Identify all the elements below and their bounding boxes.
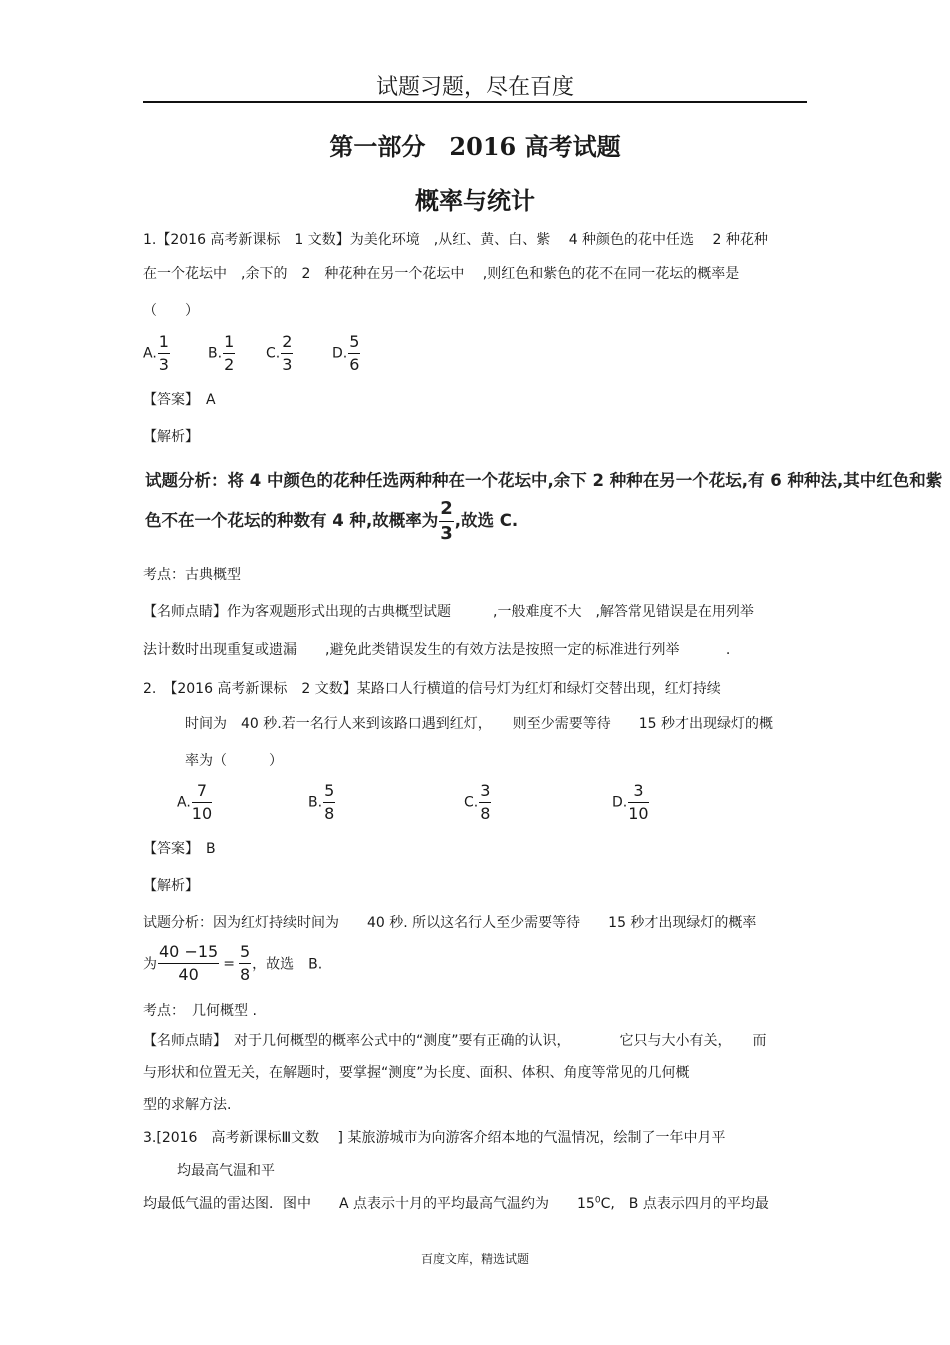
q1-option-a: A. $\frac{1}{3}$	[143, 332, 169, 374]
q2-line2: 时间为 40 秒.若一名行人来到该路口遇到红灯， 则至少需要等待 15 秒才出现绿灯的概	[185, 716, 773, 732]
q1-analysis-label: 【解析】	[143, 429, 199, 445]
q1-option-c: C. $\frac{2}{3}$	[266, 332, 293, 374]
q2-answer: 【答案】 B	[143, 841, 216, 857]
q1-line1: 1.【2016 高考新课标 1 文数】为美化环境 ,从红、黄、白、紫 4 种颜色的花中任选 2 种花种	[143, 232, 768, 248]
q1-kaodian: 考点：古典概型	[143, 567, 241, 583]
q1-tip-line2: 法计数时出现重复或遗漏 ,避免此类错误发生的有效方法是按照一定的标准进行列举 .	[143, 642, 731, 658]
q2-option-a: A. $\frac{7}{10}$	[177, 781, 213, 823]
q3-line3: 均最低气温的雷达图．图中 A 点表示十月的平均最高气温约为 $15^0C$, B 点表示四月的平均最	[143, 1195, 769, 1212]
q1-analysis-fraction: $\frac{2}{3}$	[440, 498, 453, 544]
page-footer: 百度文库，精选试题	[420, 1252, 529, 1266]
q1-answer: 【答案】 A	[143, 392, 216, 408]
q3-line2: 均最高气温和平	[177, 1163, 275, 1179]
q1-option-b: B. $\frac{1}{2}$	[208, 332, 235, 374]
q1-line3: （ ）	[143, 303, 199, 319]
page-header-title: 试题习题，尽在百度	[375, 75, 574, 100]
q2-option-d: D. $\frac{3}{10}$	[612, 781, 649, 823]
q1-tip-line1: 【名师点睛】作为客观题形式出现的古典概型试题 ,一般难度不大 ,解答常见错误是在用列举	[143, 604, 754, 620]
q2-analysis-line2: 为 $\frac{40 -15}{40}$ = $\frac{5}{8}$ ，故选 B.	[143, 942, 323, 984]
q2-analysis-label: 【解析】	[143, 878, 199, 894]
q2-kaodian: 考点： 几何概型 .	[143, 1003, 257, 1019]
q1-analysis-line2: 色不在一个花坛的种数有 4 种,故概率为 $\frac{2}{3}$ ,故选 C.	[145, 498, 519, 544]
header-divider	[143, 101, 807, 103]
q1-analysis-line1: 试题分析：将 4 中颜色的花种任选两种种在一个花坛中,余下 2 种种在另一个花坛,有 6 种种法,其中红色和紫	[145, 471, 943, 490]
section-title: 概率与统计	[415, 186, 535, 215]
q2-line3: 率为（ ）	[185, 753, 283, 769]
q2-tip-line2: 与形状和位置无关，在解题时，要掌握“测度”为长度、面积、体积、角度等常见的几何概	[143, 1065, 690, 1081]
q2-fraction-result: $\frac{5}{8}$	[239, 942, 251, 984]
q2-analysis-line1: 试题分析：因为红灯持续时间为 40 秒. 所以这名行人至少需要等待 15 秒才出现绿灯的概率	[143, 915, 757, 931]
q2-line1: 2. 【2016 高考新课标 2 文数】某路口人行横道的信号灯为红灯和绿灯交替出现，红灯持续	[143, 681, 721, 697]
q2-option-c: C. $\frac{3}{8}$	[464, 781, 491, 823]
q2-fraction-expression: $\frac{40 -15}{40}$	[159, 942, 219, 984]
q2-tip-line1: 【名师点睛】 对于几何概型的概率公式中的“测度”要有正确的认识， 它只与大小有关， 而	[143, 1033, 767, 1049]
q1-line2: 在一个花坛中 ,余下的 2 种花种在另一个花坛中 ,则红色和紫色的花不在同一花坛的概率是	[143, 266, 740, 282]
q2-tip-line3: 型的求解方法.	[143, 1097, 232, 1113]
part-title: 第一部分 2016 高考试题	[329, 132, 621, 161]
q2-option-b: B. $\frac{5}{8}$	[308, 781, 335, 823]
q3-line1: 3.[2016 高考新课标Ⅲ文数 ] 某旅游城市为向游客介绍本地的气温情况，绘制了一年中月平	[143, 1130, 726, 1146]
q1-option-d: D. $\frac{5}{6}$	[332, 332, 360, 374]
